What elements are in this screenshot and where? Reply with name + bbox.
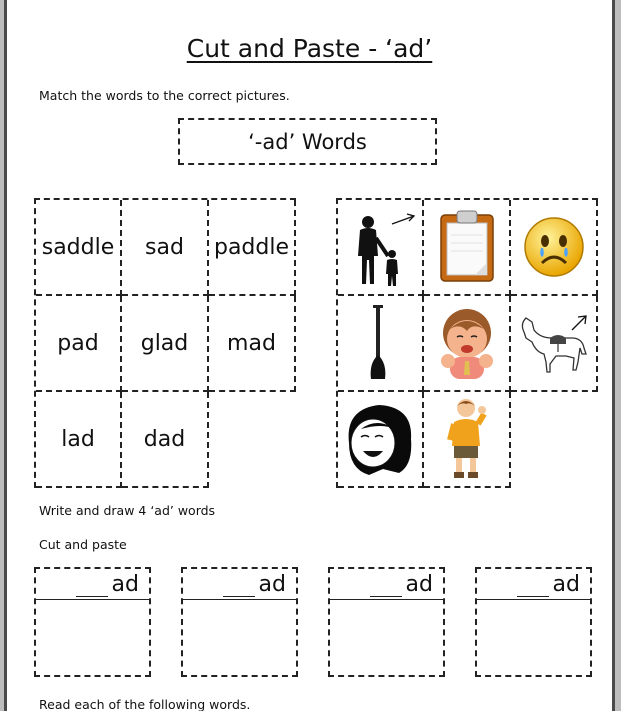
word-card[interactable]: paddle <box>209 200 296 296</box>
laughing-woman-icon <box>343 399 417 479</box>
dad-holding-child-icon <box>340 204 420 290</box>
picture-card-pad[interactable] <box>424 200 511 296</box>
blank-line <box>370 595 402 597</box>
draw-box-suffix: ad <box>405 572 433 597</box>
clipboard-pad-icon <box>435 209 499 285</box>
word-card[interactable]: lad <box>36 392 122 488</box>
draw-box[interactable] <box>328 567 445 677</box>
word-grid <box>34 198 296 488</box>
draw-box-suffix: ad <box>552 572 580 597</box>
draw-box[interactable] <box>181 567 298 677</box>
draw-box[interactable] <box>34 567 151 677</box>
crying-child-icon <box>432 305 502 381</box>
sad-face-icon <box>522 215 586 279</box>
word-card[interactable]: saddle <box>36 200 122 296</box>
horse-saddle-icon <box>514 308 594 378</box>
word-card[interactable]: sad <box>122 200 209 296</box>
blank-line <box>76 595 108 597</box>
write-instruction: Write and draw 4 ‘ad’ words <box>39 503 216 518</box>
page-title: Cut and Paste - ‘ad’ <box>186 34 433 63</box>
word-card[interactable]: pad <box>36 296 122 392</box>
blank-line <box>517 595 549 597</box>
match-instruction: Match the words to the correct pictures. <box>39 88 290 103</box>
words-header-box: ‘-ad’ Words <box>178 118 437 165</box>
boy-lad-icon <box>442 396 492 482</box>
picture-card-lad[interactable] <box>424 392 511 488</box>
picture-card-sad[interactable] <box>511 200 598 296</box>
picture-card-dad[interactable] <box>338 200 424 296</box>
picture-grid <box>336 198 598 488</box>
draw-box-suffix: ad <box>258 572 286 597</box>
picture-card-saddle[interactable] <box>511 296 598 392</box>
word-card[interactable]: glad <box>122 296 209 392</box>
picture-card-glad[interactable] <box>424 296 511 392</box>
picture-card-mad[interactable] <box>338 392 424 488</box>
cut-instruction: Cut and paste <box>39 537 127 552</box>
word-card[interactable]: dad <box>122 392 209 488</box>
picture-card-paddle[interactable] <box>338 296 424 392</box>
paddle-icon <box>365 303 395 383</box>
draw-box[interactable] <box>475 567 592 677</box>
blank-line <box>223 595 255 597</box>
word-card[interactable]: mad <box>209 296 296 392</box>
worksheet-page <box>4 0 615 711</box>
read-instruction: Read each of the following words. <box>39 697 251 711</box>
draw-box-suffix: ad <box>111 572 139 597</box>
